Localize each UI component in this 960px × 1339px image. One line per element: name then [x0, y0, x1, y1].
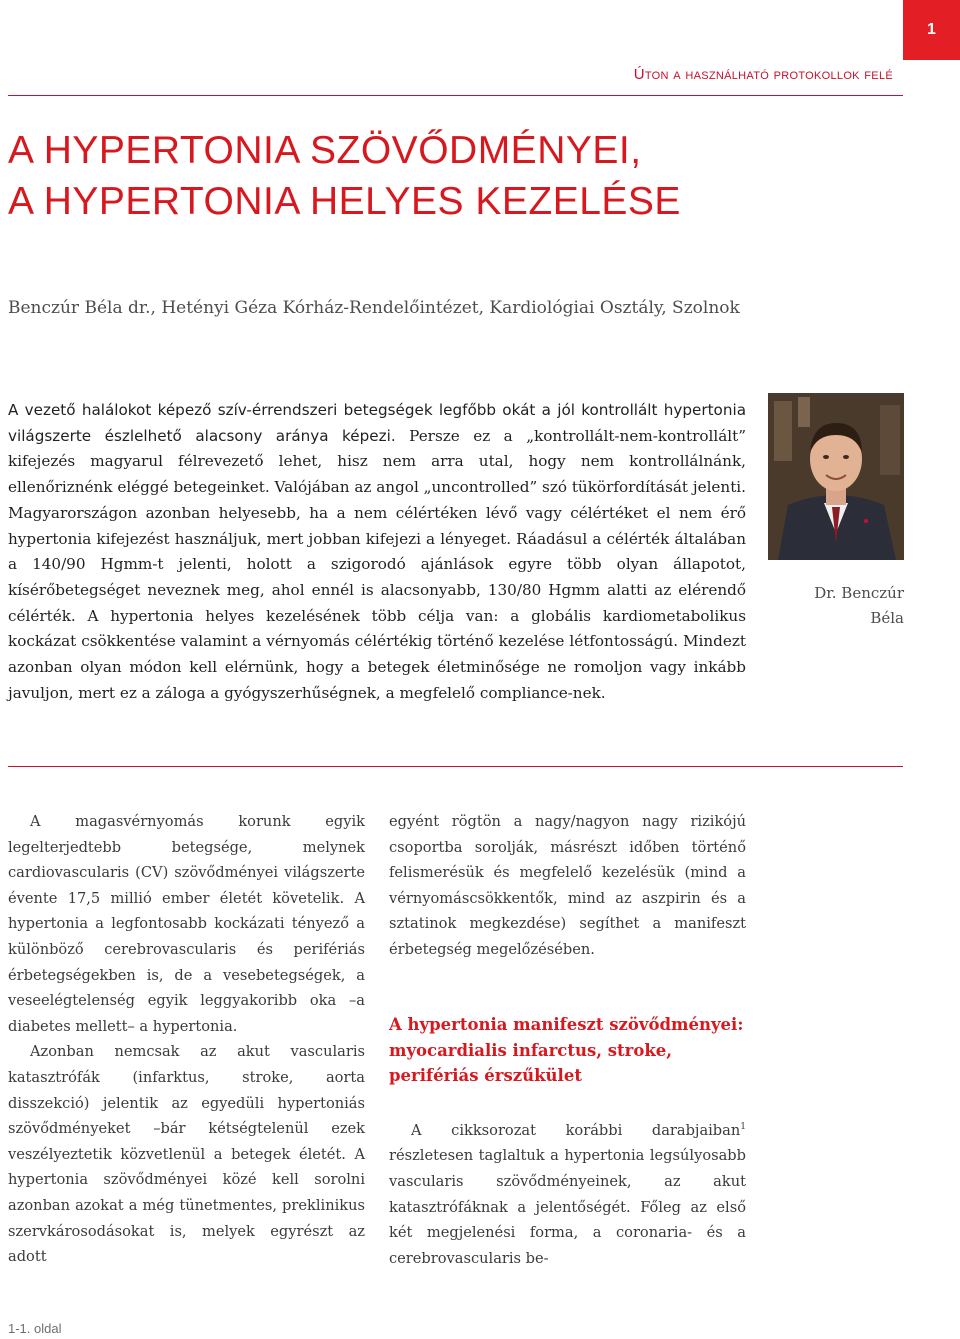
article-title [8, 125, 681, 227]
abstract-lead: A vezető halálokot képező szív-érrendszeri betegségek legfőbb okát a jól kontrollált hypertonia világszerte észlelhető alacsony aránya képezi. [8, 401, 746, 445]
left-column [8, 809, 365, 1270]
header-rule [8, 95, 903, 96]
section-heading [389, 1012, 759, 1089]
section-rule [8, 766, 903, 767]
right-paragraph-2-rest: részletesen taglaltuk a hypertonia legsúlyosabb vascularis szövődményeinek, az akut katasztrófáknak a jelentőségét. Főleg az első két megjelenési forma, a coronaria- és a cerebrovascularis be- [389, 1147, 746, 1267]
series-title: Úton a használható protokollok felé [633, 66, 893, 83]
section-heading-line-1: A hypertonia manifeszt szövődményei: [389, 1015, 744, 1034]
portrait-illustration [768, 393, 904, 560]
right-column [389, 809, 746, 963]
portrait-caption [768, 581, 904, 631]
right-paragraph-2 [389, 1115, 746, 1271]
title-line-1: A HYPERTONIA SZÖVŐDMÉNYEI, [8, 129, 642, 172]
page-number-badge: 1 [903, 0, 960, 60]
page-footer: 1-1. oldal [8, 1321, 62, 1336]
section-heading-line-2: myocardialis infarctus, stroke, [389, 1040, 673, 1060]
section-heading-line-3: perifériás érszűkület [389, 1066, 582, 1085]
caption-line-2: Béla [870, 609, 904, 627]
right-paragraph-2-start: A cikksorozat korábbi darabjaiban [411, 1121, 741, 1139]
author-line: Benczúr Béla dr., Hetényi Géza Kórház-Rendelőintézet, Kardiológiai Osztály, Szolnok [8, 298, 740, 318]
abstract-body: Persze ez a „kontrollált-nem-kontrollált” kifejezés magyarul félrevezető lehet, hisz nem arra utal, hogy nem kontrollálnánk, ellenőriznénk eléggé betegeinket. Valójában az angol „uncontrolled” szó tükörfordítását jelenti. Magyarországon azonban helyesebb, ha a nem célértéken lévő vagy célértéket el nem érő hypertonia kifejezést használjuk, mert jobban kifejezi a lényeget. Ráadásul a célérték általában a 140/90 Hgmm-t jelenti, holott a szigorodó ajánlások egyre több olyan állapotot, kísérőbetegséget neveznek meg, ahol ennél is alacsonyabb, 130/80 Hgmm alatti az elérendő célérték. A hypertonia helyes kezelésének több célja van: a globális kardiometabolikus kockázat csökkentése valamint a vérnyomás célértékig történő kezelése létfontosságú. Mindezt azonban olyan módon kell elérnünk, hogy a betegek életminősége ne romoljon vagy inkább javuljon, mert ez a záloga a gyógyszerhűségnek, a megfelelő compliance-nek. [8, 426, 746, 702]
title-line-2: A HYPERTONIA HELYES KEZELÉSE [8, 180, 681, 223]
footnote-ref: 1 [740, 1122, 746, 1132]
abstract [8, 398, 746, 706]
left-paragraph-2: Azonban nemcsak az akut vascularis katasztrófák (infarktus, stroke, aorta disszekció) jelentik az egyedüli hypertoniás szövődményeket –bár kétségtelenül ezek veszélyeztetik közvetlenül a betegek életét. A hypertonia szövődményei közé kell sorolni azonban azokat a még tünetmentes, preklinikus szervkárosodásokat is, melyek egyrészt az adott [8, 1043, 365, 1266]
left-paragraph-1: A magasvérnyomás korunk egyik legelterjedtebb betegsége, melynek cardiovascularis (CV) szövődményei világszerte évente 17,5 millió ember életét követelik. A hypertonia a legfontosabb kockázati tényező a különböző cerebrovascularis és perifériás érbetegségekben is, de a vesebetegségek, a veseelégtelenség egyik leggyakoribb oka –a diabetes mellett– a hypertonia. [8, 813, 365, 1035]
right-paragraph-1: egyént rögtön a nagy/nagyon nagy rizikójú csoportba sorolják, másrészt időben történő felismerésük és megfelelő kezelésük (mind a vérnyomáscsökkentők, mind az aszpirin és a sztatinok megkezdése) segíthet a manifeszt érbetegség megelőzésében. [389, 813, 746, 958]
author-portrait [768, 393, 904, 560]
caption-line-1: Dr. Benczúr [814, 584, 904, 602]
right-column-section [389, 1115, 746, 1271]
